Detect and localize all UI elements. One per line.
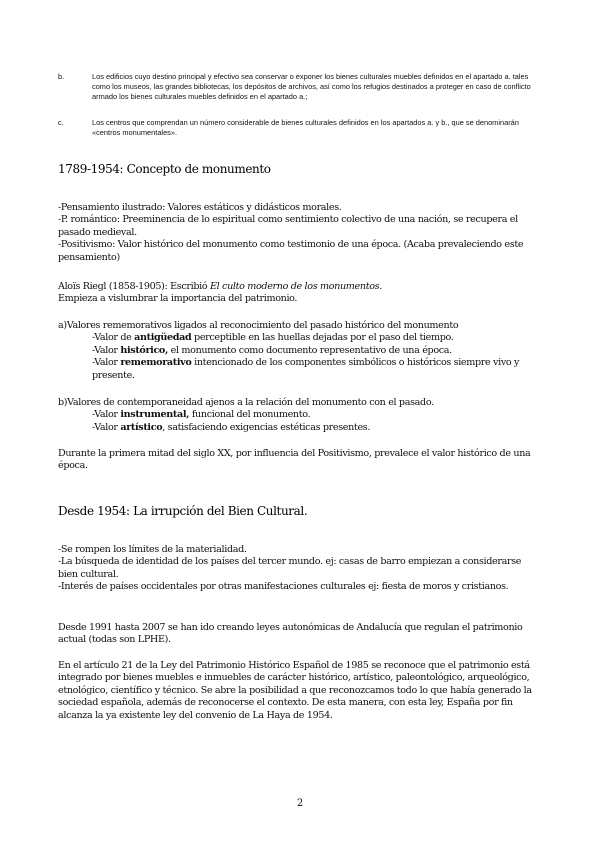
item-c — [58, 118, 542, 138]
section1-heading: 1789-1954: Concepto de monumento — [58, 162, 271, 176]
section1-closing: Durante la primera mitad del siglo XX, por influencia del Positivismo, prevalece el valor histórico de una época. — [58, 448, 531, 472]
item-b-text: Los edificios cuyo destino principal y efectivo sea conservar o exponer los bienes culturales muebles definidos en el apartado a. tales como los museos, las grandes bibliotecas, los depósitos de archivos, así como los refugios destinados a proteger en caso de conflicto armado los bienes culturales muebles definidos en el apartado a.; — [92, 72, 531, 101]
value-artistico-term: artístico — [120, 421, 163, 433]
value-antiguedad-pre: -Valor de — [92, 332, 135, 344]
item-b — [58, 72, 542, 102]
item-c-letter: c. — [58, 118, 64, 127]
para-articulo-21: En el artículo 21 de la Ley del Patrimonio Histórico Español de 1985 se reconoce que el patrimonio está integrado por bienes muebles e inmuebles de carácter histórico, artístico, paleontológico, arqueológico, etnológico, científico y técnico. Se abre la posibilidad a que reconozcamos todo lo que había generado la sociedad española, además de reconocerse el contexto. De esta manera, con esta ley, España por fin alcanza la ya existente ley del convenio de La Haya de 1954. — [58, 660, 532, 721]
value-antiguedad-desc: perceptible en las huellas dejadas por el paso del tiempo. — [191, 332, 454, 344]
section2-heading: Desde 1954: La irrupción del Bien Cultural. — [58, 504, 308, 518]
value-instrumental-term: instrumental, — [120, 409, 190, 421]
value-rememorativo-term: rememorativo — [120, 357, 192, 369]
riegl-line1 — [58, 281, 542, 293]
bullet-ilustrado: -Pensamiento ilustrado: Valores estáticos y didásticos morales. — [58, 202, 342, 213]
value-rememorativo-desc: intencionado de los componentes simbólicos o históricos siempre vivo y presente. — [92, 357, 520, 381]
bullet-romantico: -P. romántico: Preeminencia de lo espiritual como sentimiento colectivo de una nación, se recupera el pasado medieval. — [58, 214, 518, 238]
value-instrumental-desc: funcional del monumento. — [189, 409, 311, 421]
value-instrumental — [58, 409, 542, 421]
riegl-paragraph — [58, 281, 542, 306]
values-a-intro: a)Valores rememorativos ligados al reconocimiento del pasado histórico del monumento — [58, 320, 459, 331]
page-number: 2 — [296, 798, 304, 809]
value-antiguedad-term: antigüedad — [134, 332, 192, 344]
values-b-intro: b)Valores de contemporaneidad ajenos a la relación del monumento con el pasado. — [58, 397, 434, 408]
value-artistico-pre: -Valor — [92, 421, 121, 433]
riegl-author: Aloïs Riegl (1858-1905): Escribió — [58, 281, 210, 292]
bullet-tercer-mundo: -La búsqueda de identidad de los países del tercer mundo. ej: casas de barro empiezan a considerarse bien cultural. — [58, 556, 522, 580]
values-a — [58, 320, 542, 382]
value-artistico — [58, 422, 542, 434]
value-rememorativo-pre: -Valor — [92, 357, 121, 369]
bullet-materialidad: -Se rompen los límites de la materialidad. — [58, 544, 247, 555]
riegl-line2: Empieza a vislumbrar la importancia del patrimonio. — [58, 293, 298, 305]
value-historico-desc: el monumento como documento representativo de una época. — [167, 344, 452, 356]
item-b-letter: b. — [58, 72, 65, 81]
value-artistico-desc: , satisfaciendo exigencias estéticas presentes. — [162, 421, 371, 433]
value-historico-term: histórico, — [120, 344, 168, 356]
value-antiguedad — [58, 332, 542, 344]
section1-bullets — [58, 202, 542, 264]
bullet-positivismo: -Positivismo: Valor histórico del monumento como testimonio de una época. (Acaba prevaleciendo este pensamiento) — [58, 239, 524, 263]
value-historico — [58, 345, 542, 357]
para-andalucia: Desde 1991 hasta 2007 se han ido creando leyes autonómicas de Andalucía que regulan el patrimonio actual (todas son LPHE). — [58, 622, 523, 646]
riegl-book-title: El culto moderno de los monumentos — [209, 281, 380, 292]
section2-bullets — [58, 544, 542, 594]
riegl-period: . — [379, 281, 382, 292]
value-instrumental-pre: -Valor — [92, 409, 121, 421]
item-c-text: Los centros que comprendan un número considerable de bienes culturales definidos en los apartados a. y b., que se denominarán «centros monumentales». — [92, 118, 519, 137]
value-historico-pre: -Valor — [92, 344, 121, 356]
value-rememorativo — [58, 357, 542, 382]
bullet-occidentales: -Interés de países occidentales por otras manifestaciones culturales ej: fiesta de moros y cristianos. — [58, 581, 509, 593]
values-b — [58, 397, 542, 434]
